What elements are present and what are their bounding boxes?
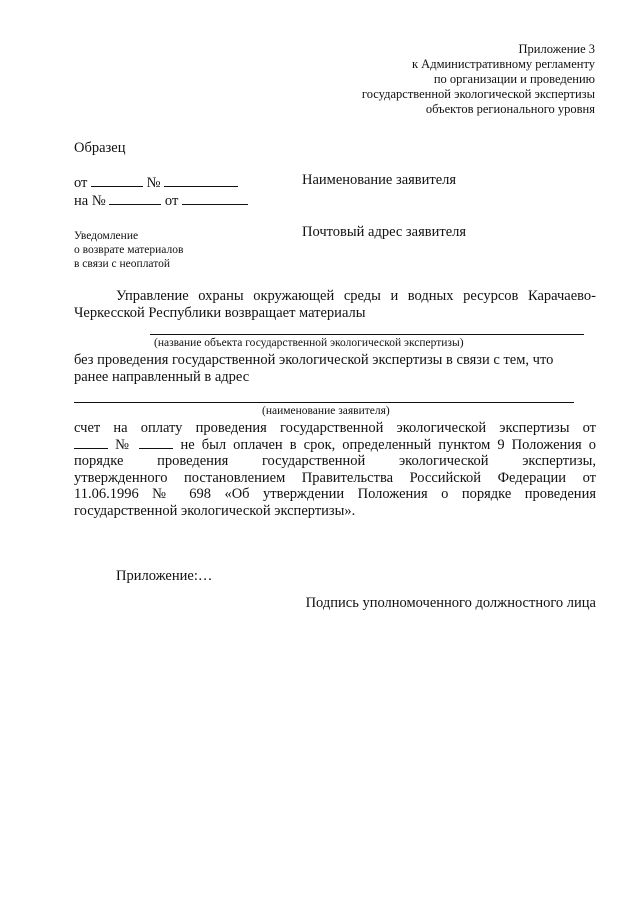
body-line: государственной экологической экспертизы». — [74, 502, 356, 519]
appendix-line: объектов регионального уровня — [425, 102, 595, 116]
body-line: не был оплачен в срок, определенный пунктом 9 Положения о — [180, 436, 597, 453]
attachment-label: Приложение:… — [116, 568, 213, 584]
notice-line: Уведомление — [74, 230, 139, 242]
body-line-number — [74, 437, 596, 454]
appendix-line: государственной экологической экспертизы — [361, 87, 595, 101]
body-line: Управление охраны окружающей среды и водных ресурсов Карачаево- — [116, 288, 596, 304]
number-label: № — [146, 175, 161, 191]
body-line: утвержденного постановлением Правительства Российской Федерации от — [74, 469, 596, 486]
incoming-date-number-row — [74, 193, 248, 210]
to-date-blank — [182, 203, 248, 205]
applicant-name-label: Наименование заявителя — [302, 172, 457, 188]
body-intro — [74, 288, 596, 321]
sample-label: Образец — [74, 140, 126, 156]
invoice-number-label: № — [115, 436, 133, 453]
from-label: от — [164, 193, 179, 209]
appendix-line: по организации и проведению — [433, 72, 595, 86]
body-line: ранее направленный в адрес — [74, 368, 250, 385]
object-name-caption: (название объекта государственной экологической экспертизы) — [154, 337, 464, 349]
body-line: без проведения государственной экологической экспертизы в связи с тем, что — [74, 352, 554, 368]
applicant-address-label: Почтовый адрес заявителя — [302, 224, 467, 240]
body-line: счет на оплату проведения государственной экологической экспертизы от — [74, 420, 596, 436]
applicant-blank — [74, 402, 574, 403]
invoice-date-blank — [74, 447, 108, 449]
notice-line: о возврате материалов — [74, 244, 184, 256]
outgoing-date-number-row — [74, 175, 238, 192]
body-line: порядке проведения государственной экологической экспертизы, — [74, 453, 596, 469]
notice-subject — [74, 229, 183, 271]
object-name-blank — [150, 334, 584, 335]
signature-label: Подпись уполномоченного должностного лица — [305, 595, 596, 611]
body-line: Черкесской Республики возвращает материалы — [74, 304, 366, 321]
invoice-number-blank — [139, 447, 173, 449]
body-line: 11.06.1996 № 698 «Об утверждении Положения о порядке проведения — [74, 486, 596, 502]
notice-line: в связи с неоплатой — [74, 258, 171, 270]
to-number-blank — [109, 203, 161, 205]
body-main — [74, 420, 596, 519]
to-number-label: на № — [74, 193, 106, 209]
date-blank — [91, 185, 143, 187]
number-blank — [164, 185, 238, 187]
from-label: от — [74, 175, 88, 191]
appendix-number: Приложение 3 — [518, 42, 595, 56]
applicant-caption: (наименование заявителя) — [262, 405, 390, 417]
appendix-header — [362, 42, 595, 117]
appendix-line: к Административному регламенту — [411, 57, 595, 71]
body-middle — [74, 352, 596, 385]
